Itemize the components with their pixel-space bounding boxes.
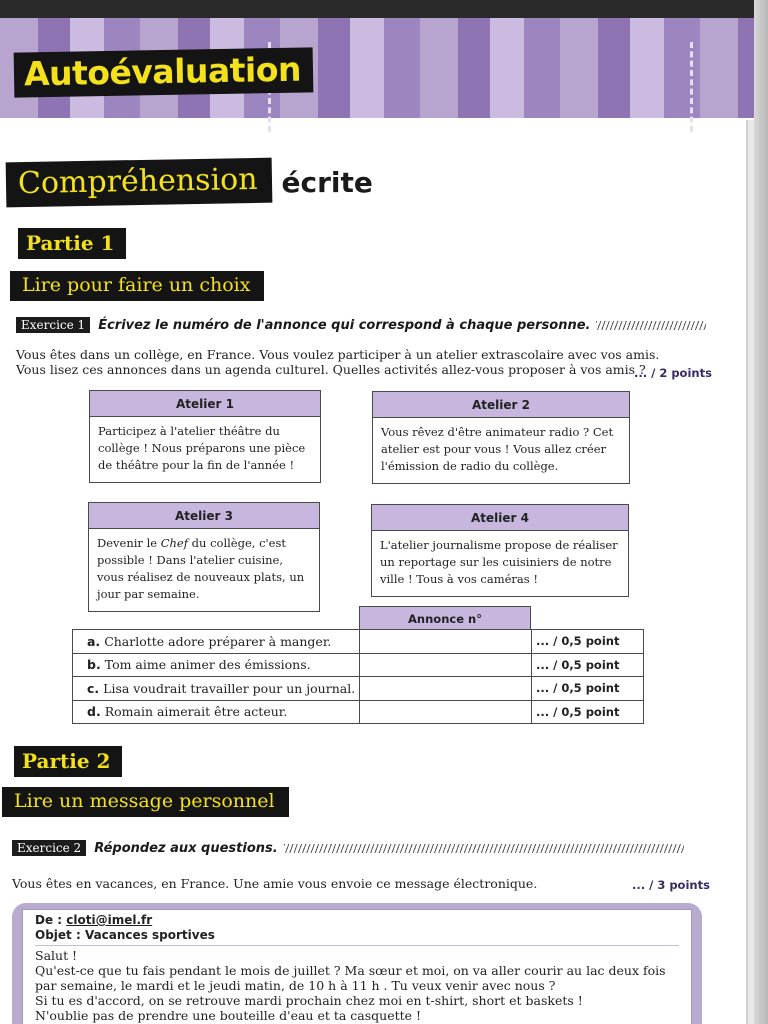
question-cell <box>73 653 360 677</box>
question-cell <box>73 630 360 654</box>
scan-right-edge <box>754 0 768 1024</box>
atelier-card-text <box>89 529 319 611</box>
exercise1-points: ... / 2 points <box>634 366 712 380</box>
exercise2-instruction <box>12 840 684 856</box>
part2-subtitle <box>2 787 289 817</box>
points-cell: ... / 0,5 point <box>532 630 644 654</box>
email-from <box>35 913 679 928</box>
email-from-address: cloti@imel.fr <box>66 913 153 927</box>
question-cell <box>73 677 360 701</box>
exercise1-instruction <box>16 317 706 333</box>
question-text: Romain aimerait être acteur. <box>104 704 288 720</box>
exercise2-intro: Vous êtes en vacances, en France. Une amie vous envoie ce message électronique. <box>12 876 538 891</box>
part1-subtitle-text: Lire pour faire un choix <box>22 274 251 296</box>
atelier-card-text: Vous rêvez d'être animateur radio ? Cet atelier est pour vous ! Vous allez créer l'émission de radio du collège. <box>381 425 614 473</box>
atelier-card-title: Atelier 1 <box>90 391 320 417</box>
email-line: Si tu es d'accord, on se retrouve mardi prochain chez moi en t-shirt, short et baskets ! <box>35 993 583 1008</box>
atelier-card-1 <box>89 390 321 483</box>
banner-title <box>14 47 314 97</box>
atelier-text-emphasis: Chef <box>160 536 188 550</box>
question-letter: b. <box>87 657 101 673</box>
email-subject-label: Objet : <box>35 928 81 942</box>
answer-table <box>72 629 644 724</box>
hatch-rule <box>284 844 684 853</box>
atelier-text-part: Devenir le <box>97 536 161 550</box>
answer-cell[interactable] <box>360 653 532 677</box>
section-heading-box <box>6 158 272 208</box>
answer-cell[interactable] <box>360 677 532 701</box>
atelier-card-title: Atelier 4 <box>372 505 628 531</box>
section-heading-boxed: Compréhension <box>17 161 258 202</box>
banner-title-text: Autoévaluation <box>23 49 302 94</box>
part2-subtitle-text: Lire un message personnel <box>14 790 275 812</box>
email-body <box>22 909 692 1024</box>
table-row <box>73 700 644 724</box>
question-cell <box>73 700 360 724</box>
email-message <box>12 903 702 1024</box>
question-letter: a. <box>87 633 101 649</box>
table-row <box>73 653 644 677</box>
part2-label-text: Partie 2 <box>22 749 111 773</box>
email-line: par semaine, le mardi et le jeudi matin, de 10 h à 11 h . Tu veux venir avec nous ? <box>35 978 556 993</box>
points-cell: ... / 0,5 point <box>532 700 644 724</box>
points-cell: ... / 0,5 point <box>532 677 644 701</box>
answer-column-header: Annonce n° <box>359 606 531 630</box>
email-header <box>35 913 679 946</box>
points-cell: ... / 0,5 point <box>532 653 644 677</box>
page-edge <box>746 120 754 1024</box>
question-letter: c. <box>87 680 100 696</box>
email-line: Salut ! <box>35 948 78 963</box>
answer-cell[interactable] <box>360 700 532 724</box>
table-row <box>73 677 644 701</box>
scan-top-edge <box>0 0 768 18</box>
email-line: N'oublie pas de prendre une bouteille d'eau et ta casquette ! <box>35 1008 422 1023</box>
atelier-card-text: Participez à l'atelier théâtre du collège ! Nous préparons une pièce de théâtre pour la fin de l'année ! <box>98 424 306 472</box>
question-letter: d. <box>87 704 101 720</box>
question-text: Lisa voudrait travailler pour un journal. <box>103 680 356 696</box>
exercise1-intro <box>16 347 659 377</box>
part2-label <box>14 746 122 777</box>
section-heading <box>6 160 373 205</box>
part1-label <box>18 228 126 259</box>
exercise1-text: Écrivez le numéro de l'annonce qui correspond à chaque personne. <box>98 317 591 333</box>
exercise1-tag: Exercice 1 <box>16 317 90 333</box>
exercise1-intro-line2: Vous lisez ces annonces dans un agenda culturel. Quelles activités allez-vous proposer à vos amis ? <box>16 362 646 377</box>
atelier-text-part: du collège, c'est possible ! Dans l'atelier cuisine, vous réalisez de nouveaux plats, un jour par semaine. <box>97 536 305 601</box>
atelier-card-2 <box>372 391 630 484</box>
hatch-rule <box>596 321 706 330</box>
exercise1-intro-line1: Vous êtes dans un collège, en France. Vous voulez participer à un atelier extrascolaire avec vos amis. <box>16 347 660 362</box>
question-text: Charlotte adore préparer à manger. <box>104 633 332 649</box>
atelier-card-text: L'atelier journalisme propose de réaliser un reportage sur les cuisiniers de notre ville ! Tous à vos caméras ! <box>380 538 618 586</box>
email-line: Qu'est-ce que tu fais pendant le mois de juillet ? Ma sœur et moi, on va aller courir au lac deux fois <box>35 963 666 978</box>
section-heading-rest: écrite <box>281 166 373 199</box>
question-text: Tom aime animer des émissions. <box>104 657 311 673</box>
atelier-card-4 <box>371 504 629 597</box>
part1-subtitle <box>10 271 264 301</box>
atelier-card-title: Atelier 3 <box>89 503 319 529</box>
exercise2-text: Répondez aux questions. <box>94 840 278 856</box>
part1-label-text: Partie 1 <box>26 231 115 255</box>
answer-cell[interactable] <box>360 630 532 654</box>
banner-dash-line <box>690 42 693 132</box>
exercise2-points: ... / 3 points <box>632 878 710 892</box>
table-row <box>73 630 644 654</box>
email-subject-text: Vacances sportives <box>84 928 215 942</box>
atelier-card-3 <box>88 502 320 612</box>
exercise2-tag: Exercice 2 <box>12 840 86 856</box>
email-subject <box>35 928 679 943</box>
email-from-label: De : <box>35 913 63 927</box>
atelier-card-title: Atelier 2 <box>373 392 629 418</box>
